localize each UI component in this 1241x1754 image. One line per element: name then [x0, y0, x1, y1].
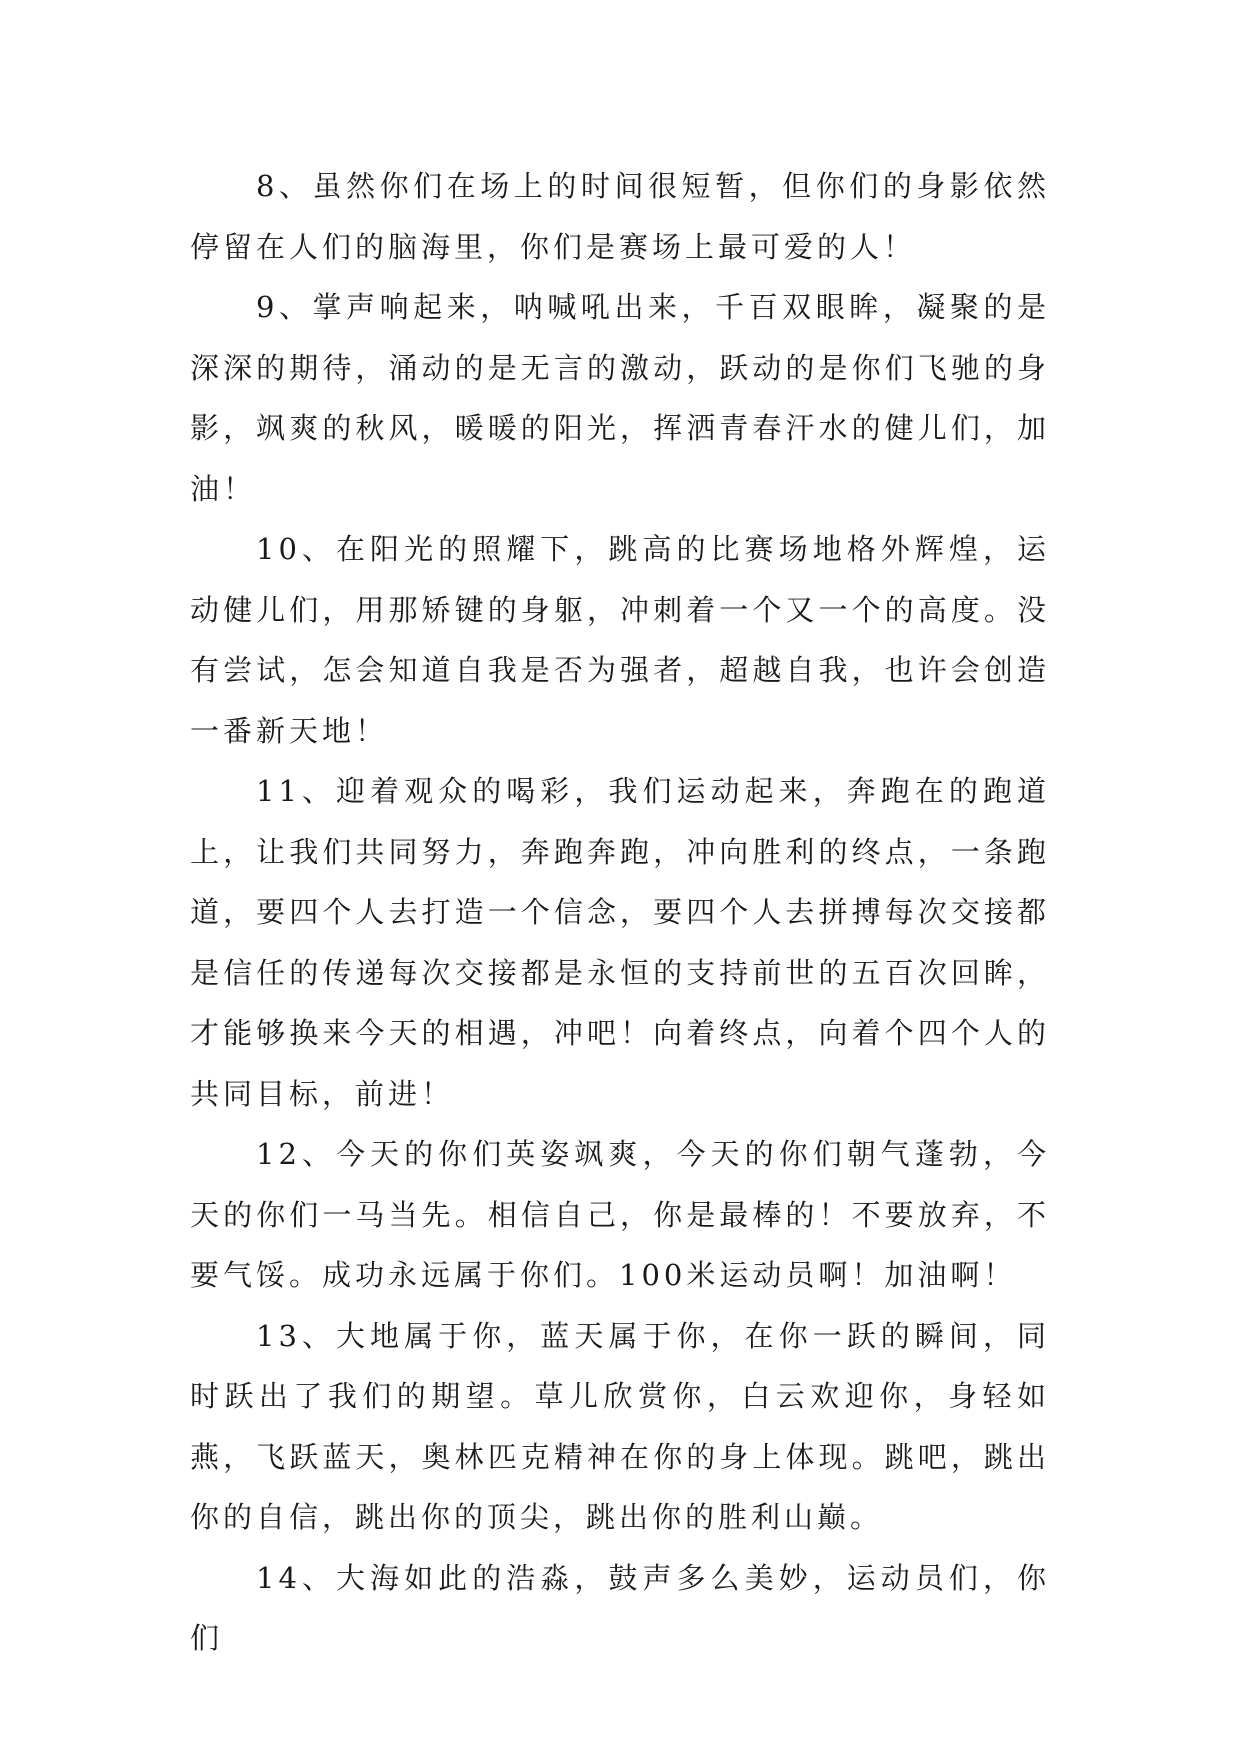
paragraph-9: 9、掌声响起来，呐喊吼出来，千百双眼眸，凝聚的是深深的期待，涌动的是无言的激动，跃动的是你们飞驰的身影，飒爽的秋风，暖暖的阳光，挥洒青春汗水的健儿们，加油！: [190, 290, 1050, 506]
paragraph-12: 12、今天的你们英姿飒爽，今天的你们朝气蓬勃，今天的你们一马当先。相信自己，你是最棒的！不要放弃，不要气馁。成功永远属于你们。100米运动员啊！加油啊！: [190, 1137, 1050, 1292]
paragraph-13: 13、大地属于你，蓝天属于你，在你一跃的瞬间，同时跃出了我们的期望。草儿欣赏你，白云欢迎你，身轻如燕，飞跃蓝天，奥林匹克精神在你的身上体现。跳吧，跳出你的自信，跳出你的顶尖，跳出你的胜利山巅。: [190, 1318, 1050, 1534]
paragraph-11: 11、迎着观众的喝彩，我们运动起来，奔跑在的跑道上，让我们共同努力，奔跑奔跑，冲向胜利的终点，一条跑道，要四个人去打造一个信念，要四个人去拼搏每次交接都是信任的传递每次交接都是永恒的支持前世的五百次回眸，才能够换来今天的相遇，冲吧！向着终点，向着个四个人的共同目标，前进！: [190, 774, 1050, 1111]
paragraph-10: 10、在阳光的照耀下，跳高的比赛场地格外辉煌，运动健儿们，用那矫键的身躯，冲刺着一个又一个的高度。没有尝试，怎会知道自我是否为强者，超越自我，也许会创造一番新天地！: [190, 532, 1050, 748]
paragraph-14: 14、大海如此的浩淼，鼓声多么美妙，运动员们，你们: [190, 1560, 1050, 1655]
document-body: [190, 156, 1050, 1669]
paragraph-8: 8、虽然你们在场上的时间很短暂，但你们的身影依然停留在人们的脑海里，你们是赛场上最可爱的人！: [190, 169, 1050, 264]
